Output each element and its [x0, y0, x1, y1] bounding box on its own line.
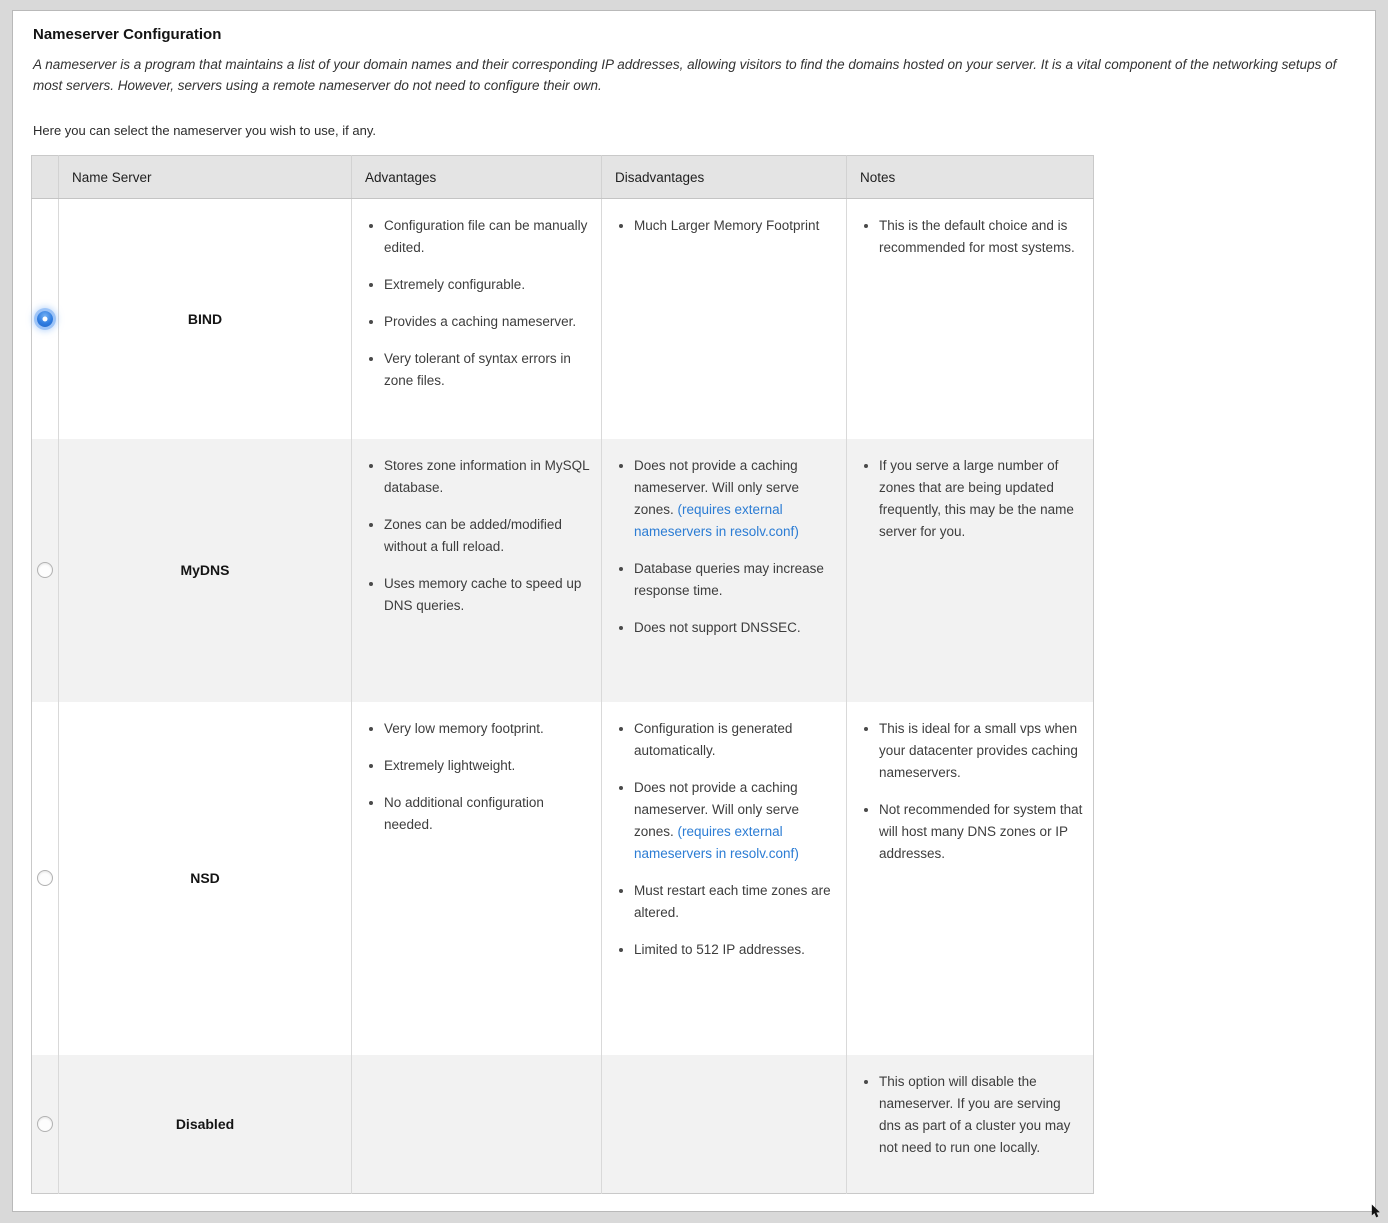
select-hint: Here you can select the nameserver you wish to use, if any. [33, 123, 376, 138]
notes-item [879, 718, 1085, 784]
disadvantages-item [634, 718, 838, 762]
advantages-item-text: Extremely lightweight. [384, 757, 516, 773]
advantages-item [384, 514, 593, 558]
advantages-item [384, 573, 593, 617]
disadvantages-item-text: Does not support DNSSEC. [634, 619, 801, 635]
radio-cell [32, 439, 59, 702]
nameserver-radio-bind[interactable] [37, 311, 53, 327]
intro-paragraph: A nameserver is a program that maintains a list of your domain names and their corresponding IP addresses, allowing visitors to find the domains hosted on your server. It is a vital component of the networking setups of most servers. However, servers using a remote nameserver do not need to configure their own. [33, 57, 1337, 93]
advantages-cell [352, 1055, 602, 1194]
advantages-item-text: Very tolerant of syntax errors in zone files. [384, 351, 571, 388]
radio-cell [32, 702, 59, 1055]
disadvantages-cell [602, 439, 847, 702]
table-row [32, 702, 1094, 1055]
advantages-item [384, 274, 593, 296]
nameserver-radio-nsd[interactable] [37, 870, 53, 886]
column-header-notes: Notes [847, 156, 1094, 199]
advantages-item [384, 311, 593, 333]
table-row [32, 1055, 1094, 1194]
disadvantages-item-text: Must restart each time zones are altered. [634, 882, 831, 920]
nameserver-name: BIND [59, 199, 352, 439]
disadvantages-item-text: Configuration is generated automatically. [634, 720, 793, 758]
radio-cell [32, 1055, 59, 1194]
table-row [32, 439, 1094, 702]
disadvantages-item [634, 455, 838, 543]
advantages-item-text: No additional configuration needed. [384, 794, 544, 832]
disadvantages-item-text: Limited to 512 IP addresses. [634, 941, 805, 957]
column-header-name-server: Name Server [59, 156, 352, 199]
mouse-cursor [1371, 1204, 1381, 1220]
disadvantages-cell [602, 1055, 847, 1194]
disadvantages-item-text: Much Larger Memory Footprint [634, 218, 820, 233]
disadvantages-item [634, 617, 838, 639]
notes-item-text: Not recommended for system that will host many DNS zones or IP addresses. [879, 801, 1083, 861]
advantages-item-text: Uses memory cache to speed up DNS queries. [384, 575, 582, 613]
advantages-item-text: Extremely configurable. [384, 277, 526, 292]
notes-cell [847, 702, 1094, 1055]
notes-item [879, 799, 1085, 865]
advantages-item-text: Configuration file can be manually edited. [384, 218, 588, 255]
advantages-item [384, 455, 593, 499]
disadvantages-item-text: Does not provide a caching nameserver. Will only serve zones. [634, 457, 800, 517]
notes-cell [847, 439, 1094, 702]
advantages-item [384, 792, 593, 836]
column-header-disadvantages: Disadvantages [602, 156, 847, 199]
page-title: Nameserver Configuration [33, 26, 222, 43]
disadvantages-cell [602, 702, 847, 1055]
notes-cell [847, 199, 1094, 439]
advantages-item [384, 348, 593, 392]
advantages-item-text: Very low memory footprint. [384, 720, 544, 736]
notes-cell [847, 1055, 1094, 1194]
disadvantages-item [634, 880, 838, 924]
nameserver-radio-mydns[interactable] [37, 562, 53, 578]
notes-item [879, 215, 1085, 259]
table-row [32, 199, 1094, 439]
disadvantages-item-text: Does not provide a caching nameserver. Will only serve zones. [634, 779, 800, 839]
disadvantages-item [634, 215, 838, 237]
disadvantages-cell [602, 199, 847, 439]
resolv-conf-link[interactable]: (requires external nameservers in resolv.conf) [634, 501, 799, 539]
nameserver-radio-disabled[interactable] [37, 1116, 53, 1132]
disadvantages-item-text: Database queries may increase response time. [634, 560, 824, 598]
column-header-advantages: Advantages [352, 156, 602, 199]
advantages-item [384, 755, 593, 777]
notes-item-text: This option will disable the nameserver. If you are serving dns as part of a cluster you may not need to run one locally. [879, 1073, 1071, 1155]
advantages-item-text: Zones can be added/modified without a full reload. [384, 516, 562, 554]
disadvantages-item [634, 777, 838, 865]
content-panel [12, 10, 1376, 1212]
notes-item-text: This is the default choice and is recommended for most systems. [879, 218, 1075, 255]
notes-item-text: This is ideal for a small vps when your datacenter provides caching nameservers. [879, 720, 1078, 780]
radio-column-header [32, 156, 59, 199]
disadvantages-item [634, 558, 838, 602]
advantages-item [384, 718, 593, 740]
notes-item [879, 1071, 1085, 1159]
disadvantages-item [634, 939, 838, 961]
nameserver-name: Disabled [59, 1055, 352, 1194]
notes-item-text: If you serve a large number of zones that are being updated frequently, this may be the name server for you. [879, 457, 1074, 539]
resolv-conf-link[interactable]: (requires external nameservers in resolv.conf) [634, 823, 799, 861]
advantages-cell [352, 439, 602, 702]
advantages-item-text: Stores zone information in MySQL database. [384, 457, 590, 495]
advantages-item [384, 215, 593, 259]
advantages-item-text: Provides a caching nameserver. [384, 314, 577, 329]
notes-item [879, 455, 1085, 543]
nameserver-name: NSD [59, 702, 352, 1055]
radio-cell [32, 199, 59, 439]
table-header-row [32, 156, 1094, 199]
advantages-cell [352, 702, 602, 1055]
advantages-cell [352, 199, 602, 439]
nameserver-table [31, 155, 1094, 1194]
nameserver-name: MyDNS [59, 439, 352, 702]
